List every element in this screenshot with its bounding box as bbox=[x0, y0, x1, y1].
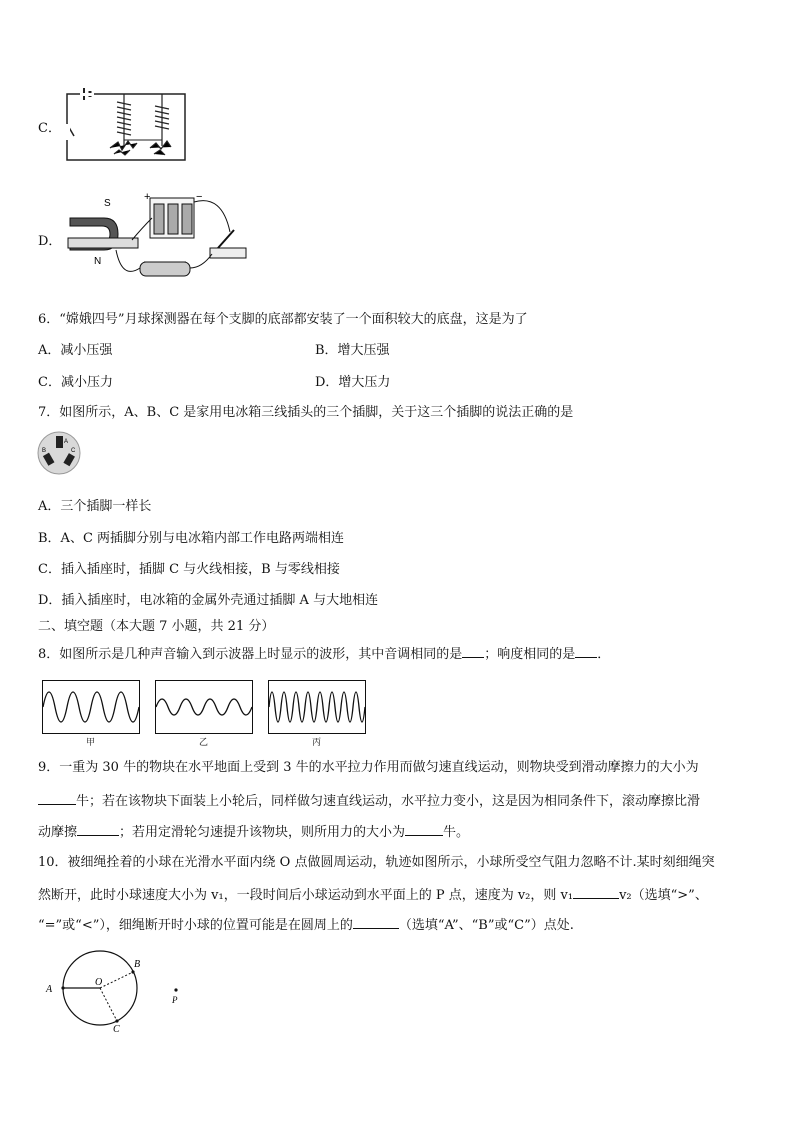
circle-point-a-label: A bbox=[46, 984, 53, 995]
q10-text-2b: v₂（选填“>”、 bbox=[619, 888, 708, 903]
q10-blank-2[interactable] bbox=[353, 916, 399, 929]
q6-option-d: D．增大压力 bbox=[315, 375, 391, 390]
section-title: 二、填空题（本大题 7 小题，共 21 分） bbox=[38, 619, 275, 634]
circular-motion-figure bbox=[40, 948, 190, 1034]
q10-text-3b: （选填“A”、“B”或“C”）点处. bbox=[398, 918, 574, 933]
circle-center-o-label: O bbox=[95, 977, 103, 988]
waveform-bing bbox=[268, 680, 366, 734]
electromagnet-circuit-figure bbox=[62, 84, 190, 166]
circle-point-b-label: B bbox=[134, 959, 141, 970]
q7-option-b: B．A、C 两插脚分别与电冰箱内部工作电路两端相连 bbox=[38, 531, 345, 546]
waveform-jia bbox=[42, 680, 140, 734]
q10-line-2 bbox=[38, 886, 708, 904]
q8-text-3: ． bbox=[597, 647, 611, 662]
q9-line-3 bbox=[38, 823, 469, 841]
q7-option-d: D．插入插座时，电冰箱的金属外壳通过插脚 A 与大地相连 bbox=[38, 593, 379, 608]
battery-plus-label: + bbox=[144, 191, 151, 203]
q9-text-3b: ；若用定滑轮匀速提升该物块，则所用力的大小为 bbox=[119, 825, 406, 840]
q9-text-3a: 动摩擦 bbox=[38, 825, 78, 840]
q6-option-a: A．减小压强 bbox=[38, 343, 113, 358]
q8-text-2: ；响度相同的是 bbox=[484, 647, 576, 662]
q7-option-a: A．三个插脚一样长 bbox=[38, 499, 152, 514]
waveform-caption-yi: 乙 bbox=[199, 738, 209, 748]
q8-stem bbox=[38, 645, 610, 663]
q7-option-c: C．插入插座时，插脚 C 与火线相接，B 与零线相接 bbox=[38, 562, 340, 577]
waveform-caption-bing: 丙 bbox=[312, 738, 322, 748]
q9-blank-3[interactable] bbox=[405, 823, 443, 836]
q6-option-c: C．减小压力 bbox=[38, 375, 113, 390]
q10-blank-1[interactable] bbox=[573, 886, 619, 899]
q9-text-3c: 牛。 bbox=[443, 825, 470, 840]
q10-text-3a: “=”或“<”），细绳断开时小球的位置可能是在圆周上的 bbox=[38, 918, 353, 933]
waveform-yi bbox=[155, 680, 253, 734]
q10-line-1: 10．被细绳拴着的小球在光滑水平面内绕 O 点做圆周运动，轨迹如图所示，小球所受空气阻力忽略不计.某时刻细绳突 bbox=[38, 855, 715, 870]
plug-pin-c-label: C bbox=[71, 448, 76, 454]
q9-blank-2[interactable] bbox=[77, 823, 119, 836]
magnet-battery-circuit-figure bbox=[62, 188, 254, 294]
point-p-label: P bbox=[172, 995, 178, 1005]
three-pin-plug-figure bbox=[36, 430, 82, 476]
q5-option-d-label: D． bbox=[38, 234, 62, 249]
waveform-caption-jia: 甲 bbox=[86, 738, 96, 748]
q9-text-2: 牛；若在该物块下面装上小轮后，同样做匀速直线运动，水平拉力变小，这是因为相同条件下，滚动摩擦比滑 bbox=[76, 794, 701, 809]
q6-option-b: B．增大压强 bbox=[315, 343, 390, 358]
q7-stem: 7．如图所示，A、B、C 是家用电冰箱三线插头的三个插脚，关于这三个插脚的说法正确的是 bbox=[38, 405, 574, 420]
q5-option-c-label: C． bbox=[38, 121, 61, 136]
plug-pin-a-label: A bbox=[64, 439, 69, 445]
q9-line-2 bbox=[38, 792, 700, 810]
q10-line-3 bbox=[38, 916, 574, 934]
circle-point-c-label: C bbox=[113, 1024, 120, 1034]
q10-text-2a: 然断开，此时小球速度大小为 v₁，一段时间后小球运动到水平面上的 P 点，速度为 v₂，则 v₁ bbox=[38, 888, 574, 903]
q9-line-1: 9．一重为 30 牛的物块在水平地面上受到 3 牛的水平拉力作用而做匀速直线运动，则物块受到滑动摩擦力的大小为 bbox=[38, 760, 699, 775]
q8-blank-1[interactable] bbox=[462, 645, 484, 658]
battery-minus-label: − bbox=[196, 191, 203, 203]
q8-text-1: 8．如图所示是几种声音输入到示波器上时显示的波形，其中音调相同的是 bbox=[38, 647, 463, 662]
q8-blank-2[interactable] bbox=[575, 645, 597, 658]
magnet-s-label: S bbox=[104, 198, 111, 209]
q9-blank-1[interactable] bbox=[38, 792, 76, 805]
plug-pin-b-label: B bbox=[42, 448, 47, 454]
magnet-n-label: N bbox=[94, 256, 102, 267]
q6-stem: 6．“嫦娥四号”月球探测器在每个支脚的底部都安装了一个面积较大的底盘，这是为了 bbox=[38, 312, 528, 327]
